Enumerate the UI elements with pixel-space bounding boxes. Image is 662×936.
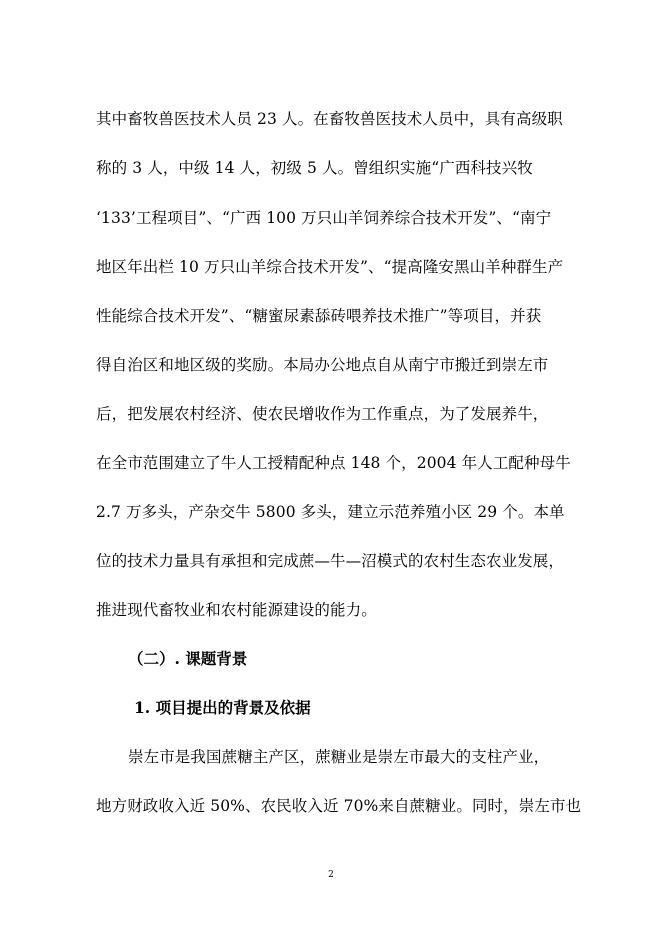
paragraph-line: 其中畜牧兽医技术人员 23 人。在畜牧兽医技术人员中，具有高级职 bbox=[96, 110, 563, 128]
paragraph-line: 位的技术力量具有承担和完成蔗—牛—沼模式的农村生态农业发展， bbox=[96, 552, 565, 570]
paragraph-line: 2.7 万多头，产杂交牛 5800 多头，建立示范养殖小区 29 个。本单 bbox=[96, 503, 565, 521]
paragraph-line: 得自治区和地区级的奖励。本局办公地点自从南宁市搬迁到崇左市 bbox=[96, 356, 549, 374]
page-number: 2 bbox=[328, 870, 334, 880]
subsection-heading: 1. 项目提出的背景及依据 bbox=[134, 698, 311, 717]
paragraph-line: 推进现代畜牧业和农村能源建设的能力。 bbox=[96, 601, 377, 619]
paragraph-line: 在全市范围建立了牛人工授精配种点 148 个，2004 年人工配种母牛 bbox=[96, 454, 571, 472]
paragraph-line: 崇左市是我国蔗糖主产区，蔗糖业是崇左市最大的支柱产业， bbox=[128, 748, 550, 766]
paragraph-line: 地方财政收入近 50%、农民收入近 70%来自蔗糖业。同时，崇左市也 bbox=[96, 797, 582, 815]
paragraph-line: 性能综合技术开发”、“糖蜜尿素舔砖喂养技术推广”等项目，并获 bbox=[96, 307, 542, 325]
section-heading: （二）. 课题背景 bbox=[128, 649, 248, 668]
paragraph-line: ‘133’工程项目”、“广西 100 万只山羊饲养综合技术开发”、“南宁 bbox=[96, 209, 552, 227]
paragraph-line: 地区年出栏 10 万只山羊综合技术开发”、“提高隆安黑山羊种群生产 bbox=[96, 258, 564, 276]
paragraph-line: 称的 3 人，中级 14 人，初级 5 人。曾组织实施“广西科技兴牧 bbox=[96, 159, 533, 177]
paragraph-line: 后，把发展农村经济、使农民增收作为工作重点，为了发展养牛， bbox=[96, 405, 549, 423]
